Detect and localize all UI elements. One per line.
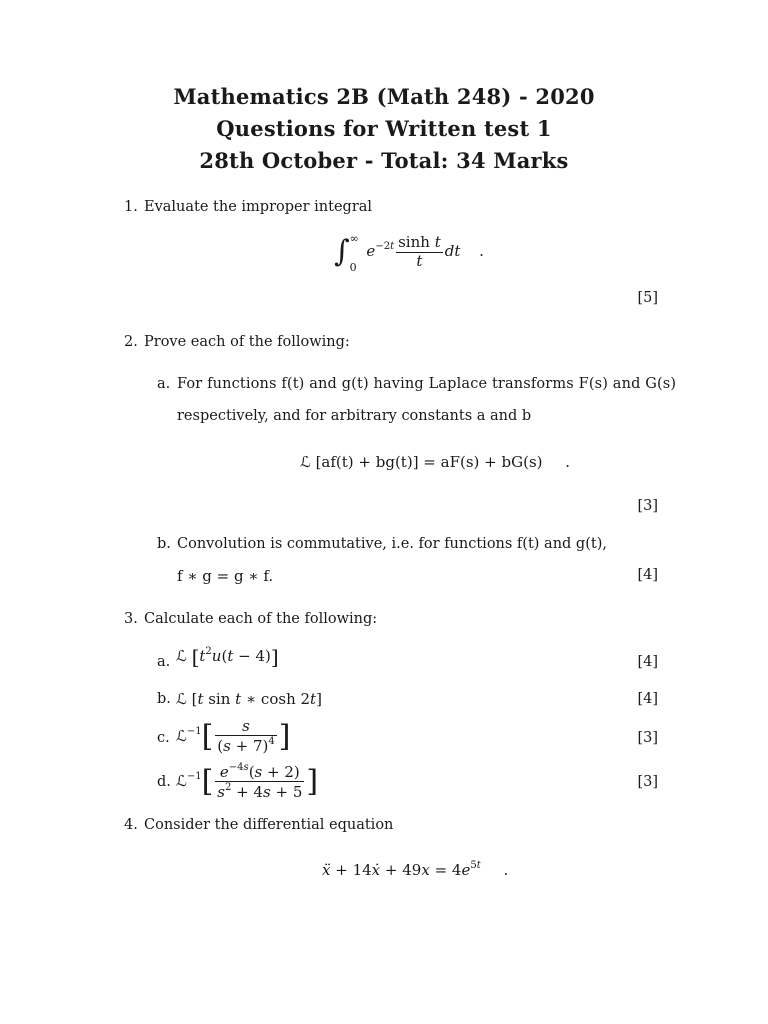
q3c-label: c.	[157, 730, 170, 746]
q2b-text: Convolution is commutative, i.e. for functions f(t) and g(t),	[177, 536, 607, 552]
q3c-expression: ℒ$^{-1}$[ $\frac{s}{(s + 7)^4}$ ]	[176, 717, 291, 756]
exam-subtitle: Questions for Written test 1	[216, 116, 552, 141]
q1-text: Evaluate the improper integral	[144, 199, 373, 215]
exam-title: Mathematics 2B (Math 248) - 2020	[173, 84, 595, 109]
q2a-equation-text: ℒ [af(t) + bg(t)] = aF(s) + bG(s)	[300, 453, 543, 471]
q3-number: 3.	[124, 611, 138, 627]
q2b-marks: [4]	[637, 567, 658, 583]
q1-number: 1.	[124, 199, 138, 215]
q3a-marks: [4]	[637, 654, 658, 670]
q3d-label: d.	[157, 774, 171, 790]
q2-text: Prove each of the following:	[144, 334, 350, 350]
q4-differential-equation: ẍ + 14ẋ + $49x = 4e^{5t}$ .	[322, 860, 509, 879]
exam-date-total: 28th October - Total: 34 Marks	[199, 148, 569, 173]
q2a-text-line2: respectively, and for arbitrary constants a and b	[177, 408, 532, 424]
q4-period: .	[503, 861, 509, 879]
q2b-equation: f ∗ g = g ∗ f.	[177, 567, 274, 585]
q3b-label: b.	[157, 691, 171, 707]
q1-marks: [5]	[637, 290, 658, 306]
q2a-period: .	[565, 453, 571, 471]
q2a-equation	[300, 453, 570, 471]
q3a-label: a.	[157, 654, 171, 670]
q2-number: 2.	[124, 334, 138, 350]
q2a-marks: [3]	[637, 498, 658, 514]
q3d-marks: [3]	[637, 774, 658, 790]
q3c-marks: [3]	[637, 730, 658, 746]
q3b-marks: [4]	[637, 691, 658, 707]
q2b-label: b.	[157, 536, 171, 552]
q4-text: Consider the differential equation	[144, 817, 394, 833]
q3d-expression: ℒ$^{-1}$[ $\frac{e^{-4s}(s + 2)}{s^2 + 4s + 5}$ ]	[176, 762, 319, 802]
q3b-expression: ℒ [t sin t ∗ cosh 2t]	[176, 690, 322, 708]
q1-integral: ∫ ∞ 0 $e^{-2t}$ $\frac{\text{sinh t}}{t}$ dt .	[334, 232, 484, 274]
q3-text: Calculate each of the following:	[144, 611, 378, 627]
q3a-expression: ℒ $[t^2u(t - 4)]$	[176, 645, 279, 669]
q4-number: 4.	[124, 817, 138, 833]
integral-sign: ∫	[334, 234, 350, 269]
q2a-text-line1: For functions f(t) and g(t) having Laplace transforms F(s) and G(s)	[177, 376, 677, 392]
q2a-label: a.	[157, 376, 171, 392]
